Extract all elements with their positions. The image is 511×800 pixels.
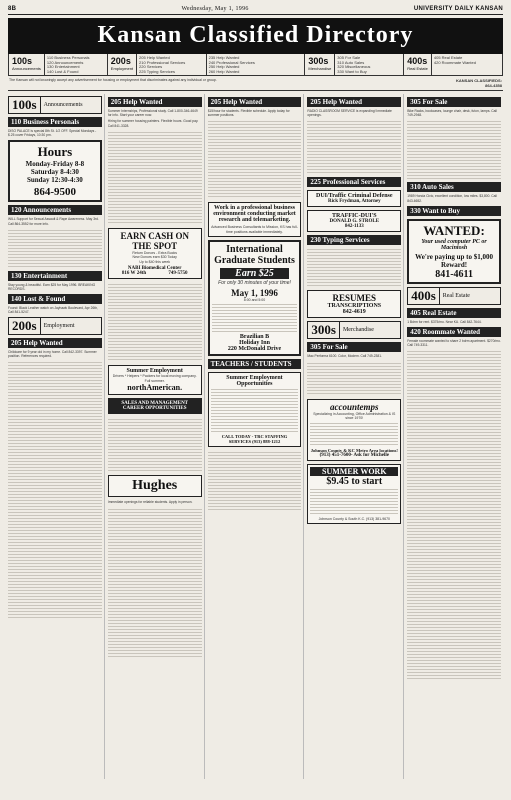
ad-work-title: Work in a professional business environment conducting market research and telemarketing. — [213, 205, 296, 224]
notice-bar — [8, 76, 503, 91]
ad-wanted-phone: 841-4611 — [435, 268, 473, 280]
listing: Found: Black Leather watch on Jayhawk Boulevard, Apr 26th, Call 841-5247. — [8, 306, 98, 315]
filler-text — [208, 450, 302, 510]
ad-resumes-sub: TRANSCRIPTIONS — [327, 303, 382, 310]
index-item: 250 Help Wanted — [208, 64, 240, 70]
index-cell-200s-cont — [207, 54, 306, 75]
index-cell-100s — [9, 54, 108, 75]
ad-summer-brand: northAmerican. — [127, 383, 183, 393]
ad-intl-addr: 220 McDonald Drive — [227, 346, 282, 353]
notice-text: The Kansan will not knowingly accept any advertisement for housing or employment that discriminates against any individual or group. — [9, 78, 217, 82]
masthead — [8, 6, 503, 15]
ad-summer-text: Drivers * Helpers * Packers for local moving company. Full summer. — [112, 374, 197, 383]
section-index — [8, 54, 503, 76]
ad-dui-title: DUI/Traffic Criminal Defense — [316, 193, 393, 200]
ad-summer-work-loc: Johnson County & South K.C. (913) 381-9670 — [318, 516, 390, 521]
ad-intl-date: May 1, 1996 — [231, 287, 278, 298]
heading-205: 205 Help Wanted — [208, 97, 302, 107]
ad-acct-office: Johnson County & KC Metro Area locations! — [310, 447, 398, 453]
ad-walk-phone: 864-9500 — [33, 186, 76, 199]
heading-205: 205 Help Wanted — [307, 97, 401, 107]
filler-text — [307, 119, 401, 174]
ad-wanted-sub: Your used computer PC or Macintosh — [421, 238, 487, 251]
heading-230: 230 Typing Services — [307, 235, 401, 245]
section-number: 300s — [308, 322, 340, 338]
index-item: 110 Business Personals — [46, 55, 90, 60]
ad-traffic-phone: 842-1133 — [344, 224, 364, 230]
filler-text — [8, 228, 102, 268]
column-5 — [407, 94, 503, 779]
index-item: 310 Auto Sales — [337, 59, 365, 65]
ad-hughes — [108, 475, 202, 497]
listing: Summer Internships, Professional study. Call 1-800-346-4649 for info. Start your career now. — [107, 109, 198, 118]
ad-walk-in — [8, 140, 102, 202]
filler-text — [407, 119, 501, 179]
index-cell-200s — [108, 54, 207, 75]
ad-earn-line: Return Donors - Extra Bucks — [132, 250, 177, 255]
listing: WILL Support for Sexual Assault & Rape Awareness. May 3rd. Call 864-3552 for more info. — [8, 217, 99, 226]
ad-intl-sub: For only 30 minutes of your time! — [218, 280, 291, 287]
ad-earn-name: NABI Biomedical Center — [127, 266, 182, 272]
index-item: 220 Services — [139, 64, 163, 70]
ad-acct-text: Specializing in Accounting, Office Administration & IS since 1970! — [313, 411, 396, 421]
ad-intl-title: International Graduate Students — [214, 244, 295, 267]
index-name: Announcements — [12, 66, 41, 71]
ad-traffic-name: DONALD G. STROLE — [329, 219, 380, 225]
ad-resumes-phone: 842-4619 — [342, 309, 366, 316]
filler-text — [212, 302, 298, 332]
filler-text — [8, 360, 102, 620]
ad-acct-title: accountemps — [330, 401, 379, 412]
heading-205: 205 Help Wanted — [108, 97, 202, 107]
index-name: Real Estate — [407, 66, 428, 71]
ad-dui-defense — [307, 190, 401, 207]
section-name: Real Estate — [442, 292, 470, 299]
ad-acct-phone: (913) 451-7600- Ask for Michelle — [319, 452, 389, 458]
heading-305: 305 For Sale — [407, 97, 501, 107]
filler-text — [108, 507, 202, 657]
filler-text — [208, 119, 302, 199]
section-number: 400s — [408, 288, 440, 304]
ad-sales-careers — [108, 398, 202, 414]
ad-summer-work — [307, 464, 401, 525]
listing: Stay young & beautiful. Earn $25 for May 1996. BREAKING RECORDS. — [8, 282, 96, 292]
listing: RADIO CLASSROOM SERVICE is expanding! Immediate openings. — [307, 109, 392, 118]
index-num: 300s — [308, 56, 329, 66]
filler-text — [211, 387, 299, 432]
index-item: 305 For Sale — [337, 55, 361, 60]
filler-text — [108, 130, 202, 225]
index-item: 130 Entertainment — [46, 64, 80, 70]
ad-dui-name: Rick Frydman, Attorney — [327, 199, 381, 205]
index-cell-300s — [305, 54, 404, 75]
paper-name: UNIVERSITY DAILY KANSAN — [413, 6, 503, 12]
heading-310: 310 Auto Sales — [407, 182, 501, 192]
ad-market-research — [208, 202, 302, 237]
ad-intl-loc: Holiday Inn — [239, 340, 270, 347]
ad-teach-phone: CALL TODAY - TRC STAFFING SERVICES (913) 888-1212 — [221, 434, 288, 445]
ad-earn-title: EARN CASH ON THE SPOT — [120, 230, 189, 251]
heading-teachers: TEACHERS / STUDENTS — [208, 359, 302, 369]
heading-305: 305 For Sale — [307, 342, 401, 352]
column-1 — [8, 94, 105, 779]
column-2 — [108, 94, 205, 779]
contact-label: KANSAN CLASSIFIEDS: — [455, 78, 502, 83]
index-item: 205 Help Wanted — [139, 55, 170, 60]
ad-traffic-dui — [307, 210, 401, 232]
listing: 1 Bdrm for rent. $375/mo. Near KU. Call 842-7644. — [407, 319, 482, 324]
index-name: Merchandise — [308, 66, 332, 71]
ad-walk-line: Monday-Friday 8-8 — [25, 160, 85, 169]
listing: Childcare for 9 year old in my home. Call 842-3397. Summer position. References required. — [8, 349, 97, 358]
contact-phone: 864-4358 — [485, 83, 502, 88]
listing: 1989 Honda Civic, excellent condition, low miles. $3,800. Call 843-6652. — [407, 194, 497, 203]
ad-teachers — [208, 372, 302, 447]
listing: Immediate openings for reliable students. Apply in person. — [107, 500, 193, 505]
ad-wanted-pay: We're paying up to $1,000 Reward! — [415, 252, 494, 269]
heading-110: 110 Business Personals — [8, 117, 102, 127]
ad-traffic-title: TRAFFIC-DUI'S — [331, 213, 377, 220]
column-4 — [307, 94, 404, 779]
ad-hughes-logo: Hughes — [132, 478, 178, 494]
ad-summer-work-title: SUMMER WORK — [310, 467, 398, 476]
ad-walk-title: Hours — [37, 144, 73, 160]
index-item: 240 Professional Services — [208, 59, 255, 65]
heading-225: 225 Professional Services — [307, 177, 401, 187]
masthead-date: Wednesday, May 1, 1996 — [181, 6, 249, 12]
ad-sales-title: SALES AND MANAGEMENT CAREER OPPORTUNITIES — [121, 401, 189, 412]
index-item: 140 Lost & Found — [46, 68, 79, 74]
heading-205: 205 Help Wanted — [8, 338, 102, 348]
index-item: 330 Want to Buy — [337, 68, 367, 74]
heading-330: 330 Want to Buy — [407, 206, 501, 216]
index-name: Employment — [110, 66, 134, 71]
column-3 — [208, 94, 305, 779]
index-num: 200s — [110, 56, 131, 66]
ad-wanted-title: WANTED: — [423, 222, 485, 238]
ad-earn-line: Up to $40 this week — [139, 259, 171, 264]
ad-work-text: Advanced Business Consultants to Mission, KS has full-time positions available immediately. — [211, 225, 298, 234]
index-item: 120 Announcements — [46, 59, 84, 65]
filler-text — [108, 282, 202, 362]
filler-text — [108, 417, 202, 472]
filler-text — [407, 349, 501, 679]
ad-intl-earn: Earn $25 — [220, 268, 290, 279]
section-name: Announcements — [43, 102, 83, 108]
filler-text — [310, 421, 398, 446]
index-item: 260 Help Wanted — [208, 68, 240, 74]
ad-summer-title: Summer Employment — [126, 368, 183, 375]
ad-walk-line: Saturday 8-4:30 — [30, 168, 79, 177]
ad-intl-students — [208, 240, 302, 356]
filler-text — [307, 361, 401, 396]
index-item: 405 Real Estate — [433, 55, 463, 60]
section-name: Employment — [43, 322, 75, 329]
ad-summer-work-pay: $9.45 to start — [326, 475, 383, 487]
page-number: 8B — [8, 6, 17, 12]
heading-420: 420 Roommate Wanted — [407, 327, 501, 337]
section-name: Merchandise — [342, 327, 374, 334]
filler-text — [307, 247, 401, 287]
index-num: 100s — [12, 56, 33, 66]
ad-walk-line: Sunday 12:30-4:30 — [26, 176, 83, 185]
listing: DISO PALACE is special 8th St. 1/2 OFF. Special Mondays - $.25 cover Fridays, 10:30 pm. — [8, 129, 97, 138]
index-item: 420 Roommate Wanted — [433, 59, 476, 65]
index-item: 210 Professional Services — [139, 59, 186, 65]
ad-earn-line: New Donors earn $30 Today — [132, 255, 177, 260]
heading-120: 120 Announcements — [8, 205, 102, 215]
ad-resumes-title: RESUMES — [332, 293, 377, 304]
ad-intl-loc-name: Brazilian B — [239, 334, 270, 341]
heading-140: 140 Lost & Found — [8, 294, 102, 304]
listing: Mac Performa 6100. Color, Modem. Call 749-2381. — [307, 354, 382, 359]
section-number: 100s — [9, 97, 41, 113]
heading-405: 405 Real Estate — [407, 308, 501, 318]
columns — [8, 94, 503, 779]
listing: Female roommate wanted to share 2 bdrm apartment. $270/mo. Call 749-3311. — [407, 339, 501, 348]
listing: Hiring for summer housing painters. Flexible hours. Good pay. Call 841-3328. — [107, 119, 199, 128]
ad-earn-addr: 816 W 24th — [121, 271, 147, 277]
ad-earn-phone: 749-5750 — [168, 271, 188, 277]
filler-text — [310, 487, 398, 515]
ad-resumes — [307, 290, 401, 318]
index-item: 235 Help Wanted — [208, 55, 240, 60]
ad-accountemps — [307, 399, 401, 461]
index-num: 400s — [407, 56, 428, 66]
directory-banner: Kansan Classified Directory — [8, 18, 503, 54]
heading-130: 130 Entertainment — [8, 271, 102, 281]
listing: $15/hour for students. Flexible schedule. Apply today for summer positions. — [207, 109, 290, 118]
index-item: 320 Miscellaneous — [337, 64, 371, 70]
index-item: 225 Typing Services — [139, 68, 175, 74]
ad-wanted-computer — [407, 219, 501, 284]
ad-earn-cash — [108, 228, 202, 280]
ad-intl-hours: 8:00 and 5:00 — [243, 297, 266, 302]
index-cell-400s — [404, 54, 502, 75]
ad-teach-title: Summer Employment Opportunities — [226, 375, 283, 388]
ad-summer-employment — [108, 365, 202, 395]
section-number: 200s — [9, 318, 41, 334]
listing: Bike Racks, bookcases, lounge chair, desk, futon, lamps. Call 749-2948. — [407, 109, 497, 118]
